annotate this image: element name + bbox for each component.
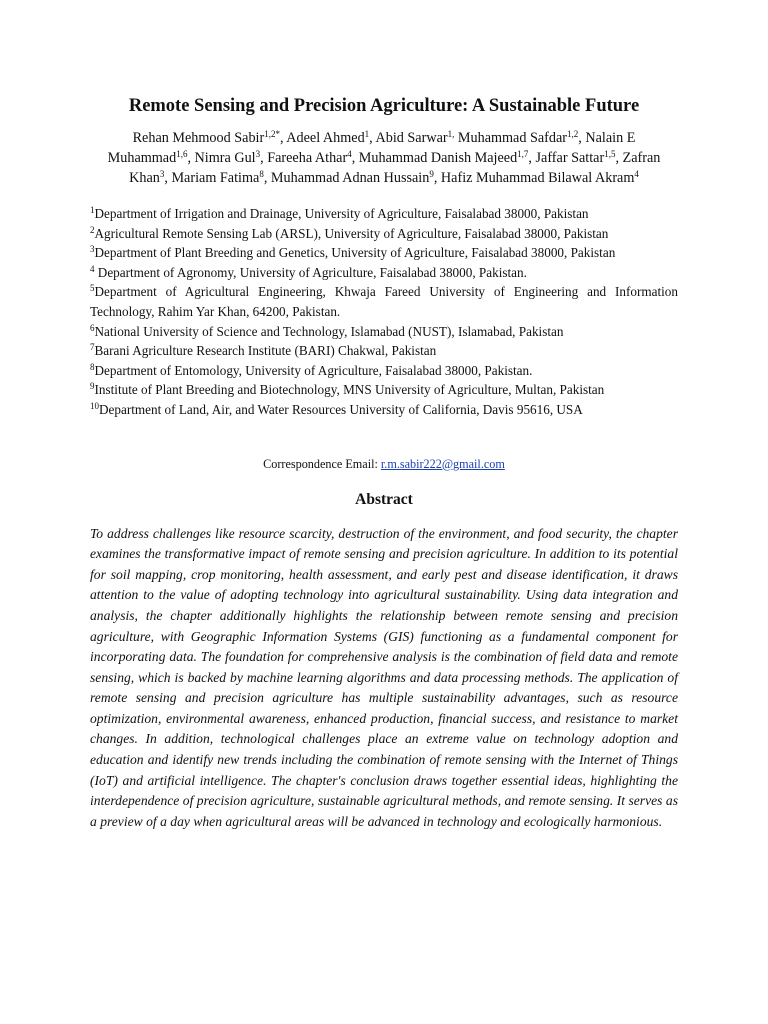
author-affiliation-mark: 3	[159, 169, 165, 179]
affiliation-text: Department of Land, Air, and Water Resources University of California, Davis 95616, USA	[99, 401, 583, 417]
author-affiliation-mark: 1,6	[176, 149, 188, 159]
author-separator: ,	[433, 170, 441, 186]
author-separator: ,	[260, 150, 268, 166]
affiliation-list	[90, 204, 678, 420]
author-affiliation-mark: 1,5	[604, 149, 616, 159]
affiliation-item	[90, 361, 678, 381]
correspondence	[90, 456, 678, 472]
author-list	[90, 128, 678, 188]
author-separator: ,	[615, 150, 623, 166]
author-name: Jaffar Sattar	[535, 150, 605, 166]
affiliation-text: Institute of Plant Breeding and Biotechnology, MNS University of Agriculture, Multan, Pakistan	[94, 382, 605, 398]
affiliation-number: 8	[90, 361, 95, 372]
affiliation-text: Department of Agronomy, University of Agriculture, Faisalabad 38000, Pakistan.	[94, 264, 527, 280]
author-separator: ,	[528, 150, 536, 166]
affiliation-item	[90, 380, 678, 400]
author-separator: ,	[351, 150, 359, 166]
affiliation-text: Department of Plant Breeding and Genetics, University of Agriculture, Faisalabad 38000, Pakistan	[94, 245, 616, 261]
author-affiliation-mark: 9	[429, 169, 434, 179]
author-separator: ,	[164, 170, 172, 186]
author-name: Mariam Fatima	[171, 170, 260, 186]
author-affiliation-mark: 8	[259, 169, 264, 179]
author-name: Muhammad Adnan Hussain	[270, 170, 430, 186]
affiliation-text: Department of Entomology, University of Agriculture, Faisalabad 38000, Pakistan.	[94, 362, 533, 378]
paper-title: Remote Sensing and Precision Agriculture: A Sustainable Future	[128, 96, 640, 116]
correspondence-label: Correspondence Email:	[263, 456, 381, 471]
author-name: Adeel Ahmed	[286, 130, 365, 146]
affiliation-text: Agricultural Remote Sensing Lab (ARSL), University of Agriculture, Faisalabad 38000, Pakistan	[94, 225, 609, 241]
affiliation-item	[90, 243, 678, 263]
author-separator: ,	[369, 130, 376, 146]
correspondence-email-link[interactable]: r.m.sabir222@gmail.com	[380, 456, 505, 471]
affiliation-number: 3	[90, 244, 95, 255]
author-separator: ,	[279, 130, 287, 146]
affiliation-text: National University of Science and Technology, Islamabad (NUST), Islamabad, Pakistan	[94, 323, 564, 339]
affiliation-number: 6	[90, 322, 95, 333]
author-affiliation-mark: 1,2*	[264, 129, 280, 139]
author-name: Abid Sarwar	[375, 130, 448, 146]
affiliation-item	[90, 322, 678, 342]
affiliation-number: 9	[90, 381, 95, 392]
author-separator: ,	[578, 130, 586, 146]
abstract-text: To address challenges like resource scarcity, destruction of the environment, and food security, the chapter examines the transformative impact of remote sensing and precision agriculture. In addition to its potential for soil mapping, crop monitoring, health assessment, and early pest and disease identification, it draws attention to the value of adopting technology into agricultural sustainability. Using data integration and analysis, the chapter additionally highlights the relationship between remote sensing and precision agriculture, with Geographic Information Systems (GIS) functioning as a fundamental component for incorporating data. The foundation for comprehensive analysis is the combination of field data and remote sensing, which is backed by machine learning algorithms and data processing methods. The application of remote sensing and precision agriculture has multiple sustainability advantages, such as resource optimization, environmental awareness, enhanced production, financial success, and resistance to market changes. In addition, technological challenges place an extreme value on technology adoption and education and identify new trends including the combination of remote sensing with the Internet of Things (IoT) and artificial intelligence. The chapter's conclusion draws together essential ideas, highlighting the interdependence of precision agriculture, sustainable agricultural methods, and remote sensing. It serves as a preview of a day when agricultural areas will be advanced in technology and ecologically harmonious.	[90, 525, 678, 829]
author-affiliation-mark: 1,2	[567, 129, 579, 139]
affiliation-number: 4	[90, 263, 95, 274]
author-separator: ,	[263, 170, 271, 186]
author-name: Nalain E Muhammad	[107, 130, 636, 166]
affiliation-number: 7	[90, 342, 95, 353]
affiliation-text: Department of Irrigation and Drainage, University of Agriculture, Faisalabad 38000, Pakistan	[94, 206, 589, 221]
affiliation-text: Barani Agriculture Research Institute (BARI) Chakwal, Pakistan	[94, 343, 437, 359]
author-name: Nimra Gul	[194, 150, 256, 166]
author-affiliation-mark: 1,7	[517, 149, 529, 159]
author-name: Hafiz Muhammad Bilawal Akram	[440, 170, 635, 186]
affiliation-item	[90, 224, 678, 244]
affiliation-text: Department of Agricultural Engineering, Khwaja Fareed University of Engineering and Information Technology, Rahim Yar Khan, 64200, Pakistan.	[90, 284, 678, 319]
affiliation-item	[90, 263, 678, 283]
author-affiliation-mark: 3	[255, 149, 261, 159]
author-name: Muhammad Danish Majeed	[358, 150, 518, 166]
author-name: Fareeha Athar	[267, 150, 348, 166]
affiliation-number: 5	[90, 283, 95, 294]
affiliation-number: 10	[90, 400, 99, 411]
author-name: Zafran Khan	[129, 150, 661, 186]
author-affiliation-mark: 1	[364, 129, 370, 139]
affiliation-item	[90, 400, 678, 420]
affiliation-item	[90, 282, 678, 321]
abstract-heading: Abstract	[355, 490, 413, 508]
author-separator: ,	[187, 150, 195, 166]
author-affiliation-mark: 1,	[447, 129, 455, 139]
affiliation-item	[90, 204, 678, 224]
affiliation-number: 2	[90, 224, 95, 235]
author-affiliation-mark: 4	[347, 149, 352, 159]
affiliation-number: 1	[90, 205, 95, 215]
author-name: Muhammad Safdar	[457, 130, 568, 146]
affiliation-item	[90, 341, 678, 361]
author-name: Rehan Mehmood Sabir	[132, 130, 265, 146]
author-affiliation-mark: 4	[634, 169, 639, 179]
